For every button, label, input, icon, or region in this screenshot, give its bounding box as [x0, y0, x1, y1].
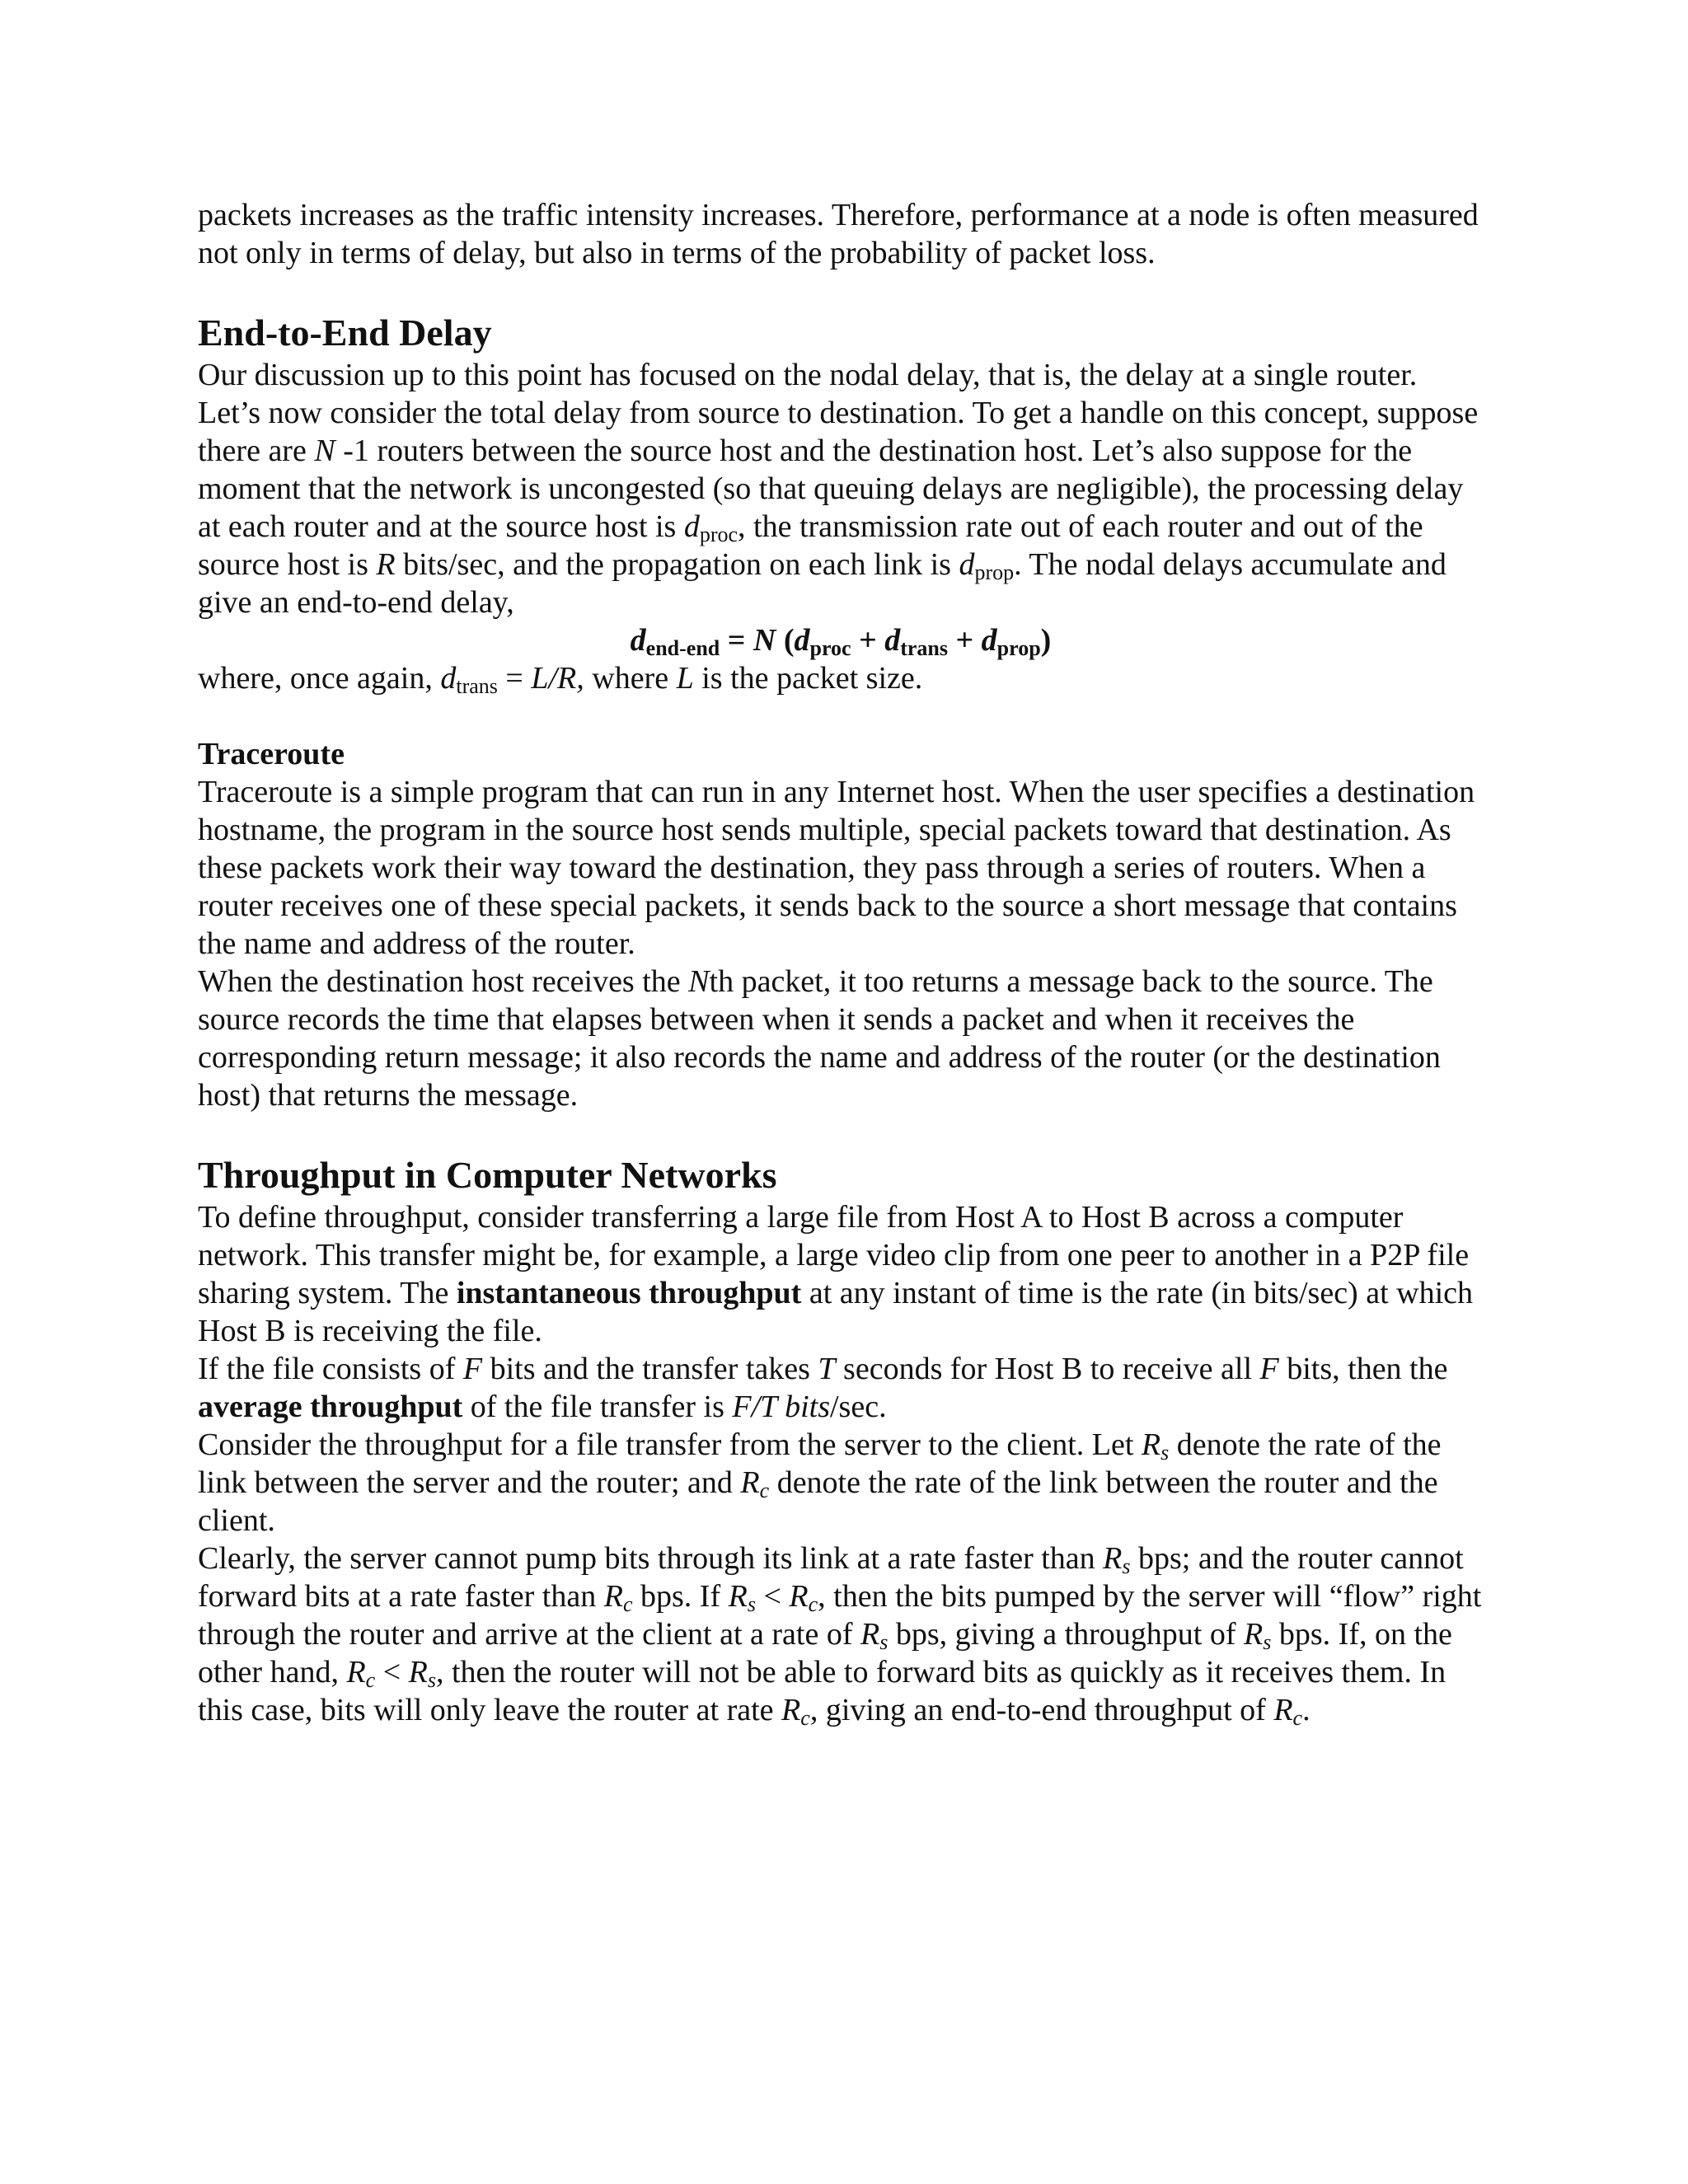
- throughput-paragraph-3: Consider the throughput for a file transfer from the server to the client. Let $R_s$ denote the rate of the link between the server and the router; and $R_c$ denote the rate of the link between the router and the client.: [198, 1427, 1442, 1538]
- throughput-paragraph-4: Clearly, the server cannot pump bits through its link at a rate faster than $R_s$ bps; and the router cannot forward bits at a rate faster than $R_c$ bps. If $R_s < R_c$, then the bits pumped by the server will “flow” right through the router and arrive at the client at a rate of $R_s$ bps, giving a throughput of $R_s$ bps. If, on the other hand, $R_c < R_s$, then the router will not be able to forward bits as quickly as it receives them. In this case, bits will only leave the router at rate $R_c$, giving an end-to-end throughput of $R_c$.: [198, 1541, 1482, 1730]
- intro-paragraph: packets increases as the traffic intensity increases. Therefore, performance at a node is often measured not only in terms of delay, but also in terms of the probability of packet loss.: [198, 198, 1479, 270]
- spacer: [198, 697, 1484, 735]
- traceroute-paragraph-2: When the destination host receives the Nth packet, it too returns a message back to the source. The source records the time that elapses between when it sends a packet and when it receives the corresponding return message; it also records the name and address of the router (or the destination host) that returns the message.: [198, 964, 1441, 1113]
- end-to-end-delay-formula: $d_{end-end} = N$ $(d_{proc} + d_{trans} + d_{prop})$: [630, 623, 1052, 660]
- end-to-end-paragraph: Our discussion up to this point has focused on the nodal delay, that is, the delay at a single router. Let’s now consider the total delay from source to destination. To get a handle on this concept, suppose there are N -1 routers between the source host and the destination host. Let’s also suppose for the moment that the network is uncongested (so that queuing delays are negligible), the processing delay at each router and at the source host is $d_{proc}$, the transmission rate out of each router and out of the source host is R bits/sec, and the propagation on each link is $d_{prop}$. The nodal delays accumulate and give an end-to-end delay,: [198, 358, 1479, 620]
- heading-end-to-end-delay: End-to-End Delay: [198, 312, 492, 354]
- document-page: [198, 196, 1484, 1729]
- throughput-paragraph-2: If the file consists of F bits and the transfer takes T seconds for Host B to receive all F bits, then the average throughput of the file transfer is F/T bits/sec.: [198, 1352, 1448, 1424]
- heading-throughput: Throughput in Computer Networks: [198, 1154, 777, 1196]
- spacer: [198, 1114, 1484, 1152]
- formula-explanation: where, once again, $d_{trans} = L/R$, where L is the packet size.: [198, 661, 923, 698]
- throughput-paragraph-1: To define throughput, consider transferring a large file from Host A to Host B across a computer network. This transfer might be, for example, a large video clip from one peer to another in a P2P file sharing system. The instantaneous throughput at any instant of time is the rate (in bits/sec) at which Host B is receiving the file.: [198, 1200, 1474, 1348]
- traceroute-paragraph-1: Traceroute is a simple program that can run in any Internet host. When the user specifies a destination hostname, the program in the source host sends multiple, special packets toward that destination. As these packets work their way toward the destination, they pass through a series of routers. When a router receives one of these special packets, it sends back to the source a short message that contains the name and address of the router.: [198, 775, 1475, 961]
- spacer: [198, 272, 1484, 310]
- heading-traceroute: Traceroute: [198, 737, 345, 771]
